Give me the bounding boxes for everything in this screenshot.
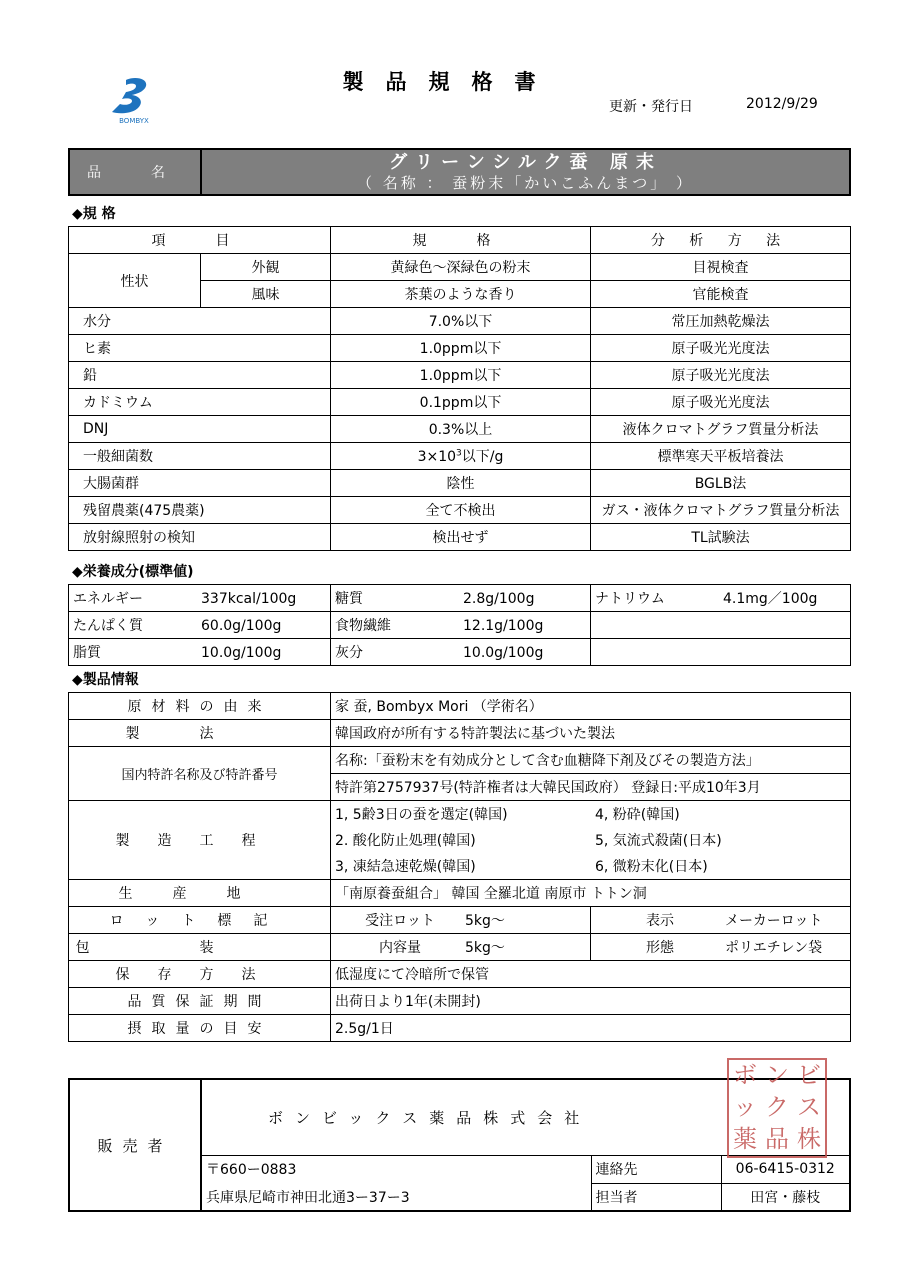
spec-method: 標準寒天平板培養法 (591, 443, 851, 470)
spec-value: 全て不検出 (331, 497, 591, 524)
info-section-title: ◆製品情報 (72, 672, 139, 688)
intake-value: 2.5g/1日 (331, 1015, 851, 1042)
method-value: 韓国政府が所有する特許製法に基づいた製法 (331, 720, 851, 747)
spec-value: 1.0ppm以下 (331, 362, 591, 389)
patent-label: 国内特許名称及び特許番号 (69, 747, 331, 801)
origin-value: 家 蚕, Bombyx Mori （学術名） (331, 693, 851, 720)
process-row: 1, 5齢3日の蚕を選定(韓国) 4, 粉砕(韓国) (331, 801, 851, 828)
period-label: 品質保証期間 (69, 988, 331, 1015)
nutrition-section-title: ◆栄養成分(標準値) (72, 564, 194, 580)
nutrition-cell: 脂質 10.0g/100g (69, 639, 331, 666)
seller-label: 販売者 (69, 1079, 201, 1211)
svg-text:BOMBYX: BOMBYX (119, 117, 149, 125)
nutrition-cell: エネルギー 337kcal/100g (69, 585, 331, 612)
pack-label: 包装 (69, 934, 331, 961)
spec-item: 残留農薬(475農薬) (69, 497, 331, 524)
issue-label: 更新・発行日 (609, 99, 693, 115)
spec-item: 水分 (69, 308, 331, 335)
spec-header-spec: 規 格 (331, 227, 591, 254)
place-value: 「南原養蚕組合」 韓国 全羅北道 南原市 トトン洞 (331, 880, 851, 907)
process-row: 2. 酸化防止処理(韓国) 5, 気流式殺菌(日本) (331, 827, 851, 853)
product-label: 品 名 (69, 149, 201, 195)
spec-method: 官能検査 (591, 281, 851, 308)
page-title: 製品規格書 (342, 70, 558, 94)
seller-address: 兵庫県尼崎市神田北通3ー37ー3 (201, 1183, 591, 1211)
spec-item: 放射線照射の検知 (69, 524, 331, 551)
nutrition-cell (591, 612, 851, 639)
place-label: 生産地 (69, 880, 331, 907)
bombyx-logo (104, 74, 164, 126)
spec-item: 一般細菌数 (69, 443, 331, 470)
spec-value: 0.3%以上 (331, 416, 591, 443)
spec-value: $3\times 10^3$以下/g (331, 443, 591, 470)
spec-value: 陰性 (331, 470, 591, 497)
product-subname: （ 名称 ： 蚕粉末「かいこふんまつ」 ） (356, 174, 695, 192)
pack-form: 形態 ポリエチレン袋 (591, 934, 851, 961)
spec-header-method: 分 析 方 法 (591, 227, 851, 254)
spec-value: 黄緑色～深緑色の粉末 (331, 254, 591, 281)
nutrition-cell: たんぱく質 60.0g/100g (69, 612, 331, 639)
spec-method: BGLB法 (591, 470, 851, 497)
lot-label: ロット標記 (69, 907, 331, 934)
spec-method: 原子吸光光度法 (591, 389, 851, 416)
spec-value: 検出せず (331, 524, 591, 551)
product-cell (201, 149, 850, 195)
spec-header-item: 項 目 (69, 227, 331, 254)
spec-section-title: ◆規 格 (72, 206, 116, 222)
spec-item: 外観 (201, 254, 331, 281)
lot-display: 表示 メーカーロット (591, 907, 851, 934)
spec-value: 1.0ppm以下 (331, 335, 591, 362)
storage-label: 保存方法 (69, 961, 331, 988)
process-row: 3, 凍結急速乾燥(韓国) 6, 微粉末化(日本) (331, 853, 851, 880)
spec-method: 常圧加熱乾燥法 (591, 308, 851, 335)
product-name: グリーンシルク蚕 原末 (389, 152, 662, 173)
nutrition-cell: ナトリウム 4.1mg／100g (591, 585, 851, 612)
spec-method: 目視検査 (591, 254, 851, 281)
nutrition-cell (591, 639, 851, 666)
origin-label: 原材料の由来 (69, 693, 331, 720)
nutrition-cell: 食物繊維 12.1g/100g (331, 612, 591, 639)
company-seal: ボ ン ビ ッ ク ス 薬 品 株 (727, 1058, 827, 1158)
contact-label: 連絡先 (591, 1155, 721, 1183)
product-header (68, 148, 851, 196)
spec-item: 鉛 (69, 362, 331, 389)
contact-phone: 06-6415-0312 (721, 1155, 850, 1183)
spec-method: 原子吸光光度法 (591, 335, 851, 362)
spec-property-label: 性状 (69, 254, 201, 308)
spec-item: ヒ素 (69, 335, 331, 362)
spec-value: 7.0%以下 (331, 308, 591, 335)
seller-zip: 〒660ー0883 (201, 1155, 591, 1183)
method-label: 製法 (69, 720, 331, 747)
spec-item: 風味 (201, 281, 331, 308)
period-value: 出荷日より1年(未開封) (331, 988, 851, 1015)
patent-name: 名称:「蚕粉末を有効成分として含む血糖降下剤及びその製造方法」 (331, 747, 851, 774)
spec-value: 0.1ppm以下 (331, 389, 591, 416)
person-value: 田宮・藤枝 (721, 1183, 850, 1211)
product-info-table (68, 692, 851, 1042)
spec-method: 液体クロマトグラフ質量分析法 (591, 416, 851, 443)
pack-value: 内容量 5kg～ (331, 934, 591, 961)
spec-method: 原子吸光光度法 (591, 362, 851, 389)
nutrition-cell: 灰分 10.0g/100g (331, 639, 591, 666)
spec-item: DNJ (69, 416, 331, 443)
seller-company: ボンビックス薬品株式会社 (201, 1079, 850, 1155)
spec-method: TL試験法 (591, 524, 851, 551)
spec-table (68, 226, 851, 551)
patent-number: 特許第2757937号(特許権者は大韓民国政府） 登録日:平成10年3月 (331, 774, 851, 801)
issue-date: 2012/9/29 (746, 96, 818, 112)
storage-value: 低湿度にて冷暗所で保管 (331, 961, 851, 988)
spec-item: 大腸菌群 (69, 470, 331, 497)
spec-method: ガス・液体クロマトグラフ質量分析法 (591, 497, 851, 524)
nutrition-table (68, 584, 851, 666)
spec-item: カドミウム (69, 389, 331, 416)
process-label: 製造工程 (69, 801, 331, 880)
lot-value: 受注ロット 5kg～ (331, 907, 591, 934)
person-label: 担当者 (591, 1183, 721, 1211)
spec-value: 茶葉のような香り (331, 281, 591, 308)
intake-label: 摂取量の目安 (69, 1015, 331, 1042)
nutrition-cell: 糖質 2.8g/100g (331, 585, 591, 612)
